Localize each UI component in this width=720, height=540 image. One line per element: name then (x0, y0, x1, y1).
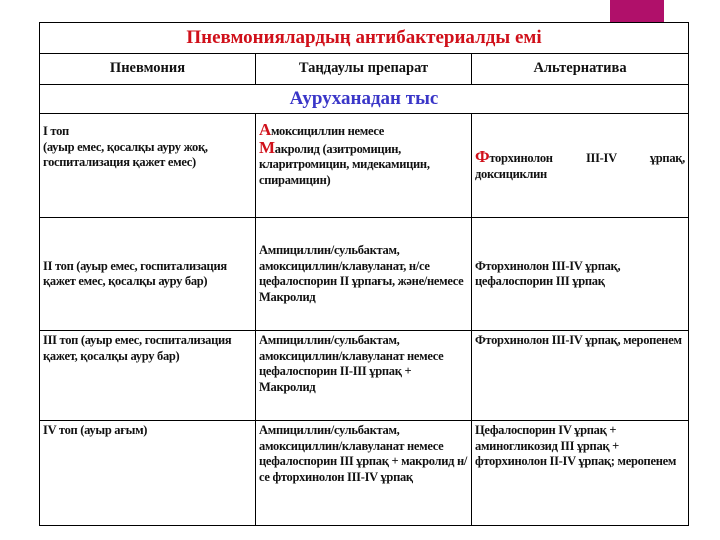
group-label: I топ (43, 124, 69, 138)
group-description: (ауыр емес, қосалқы ауру жоқ, госпитализация қажет емес) (43, 139, 208, 169)
group-cell: II топ (ауыр емес, госпитализация қажет емес, қосалқы ауру бар) (40, 218, 256, 331)
header-pneumonia: Пневмония (40, 54, 256, 85)
preferred-cell (256, 114, 472, 218)
preferred-text: акролид (азитромицин, кларитромицин, мидекамицин, спирамицин) (259, 141, 430, 187)
alternative-cell: Фторхинолон III-IV ұрпақ, меропенем (472, 331, 689, 421)
table-row (40, 421, 689, 526)
table-row (40, 331, 689, 421)
header-alternative: Альтернатива (472, 54, 689, 85)
title-row (40, 23, 689, 54)
header-preferred-drug: Таңдаулы препарат (256, 54, 472, 85)
accent-bar (610, 0, 664, 22)
section-row (40, 85, 689, 114)
group-cell: III топ (ауыр емес, госпитализация қажет, қосалқы ауру бар) (40, 331, 256, 421)
initial-letter: М (259, 137, 275, 157)
table-title: Пневмониялардың антибактериалды емі (40, 23, 689, 54)
table-row (40, 218, 689, 331)
alternative-cell (472, 114, 689, 218)
group-cell: IV топ (ауыр ағым) (40, 421, 256, 526)
preferred-cell: Ампициллин/сульбактам, амоксициллин/клавуланат немесе цефалоспорин III ұрпақ + макролид н/се фторхинолон III-IV ұрпақ (256, 421, 472, 526)
alternative-cell: Цефалоспорин IV ұрпақ + аминогликозид III ұрпақ + фторхинолон II-IV ұрпақ; меропенем (472, 421, 689, 526)
alternative-text: торхинолон III-IV ұрпақ, доксициклин (475, 151, 686, 181)
preferred-text: моксициллин немесе (270, 124, 384, 138)
table-row (40, 114, 689, 218)
alternative-cell: Фторхинолон III-IV ұрпақ, цефалоспорин III ұрпақ (472, 218, 689, 331)
header-row (40, 54, 689, 85)
preferred-cell: Ампициллин/сульбактам, амоксициллин/клавуланат, н/се цефалоспорин II ұрпағы, және/немесе Макролид (256, 218, 472, 331)
group-cell (40, 114, 256, 218)
section-outpatient: Ауруханадан тыс (40, 85, 689, 114)
initial-letter: А (259, 120, 271, 139)
preferred-cell: Ампициллин/сульбактам, амоксициллин/клавуланат немесе цефалоспорин II-III ұрпақ + Макролид (256, 331, 472, 421)
antibacterial-therapy-table (39, 22, 689, 526)
initial-letter: Ф (475, 147, 490, 166)
